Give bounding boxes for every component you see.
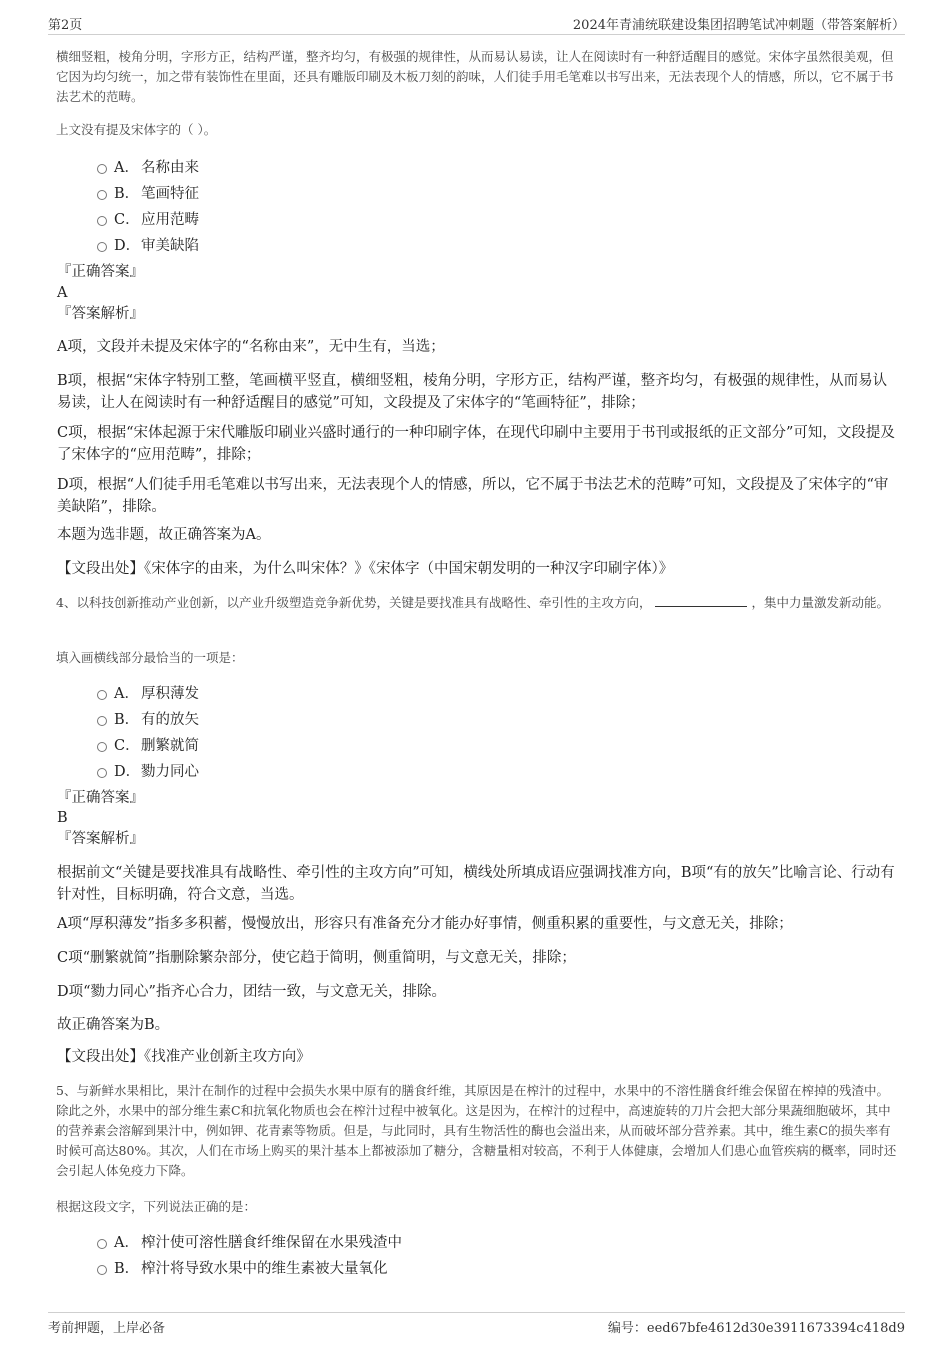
- passage-intro: 横细竖粗，棱角分明，字形方正，结构严谨，整齐均匀，有极强的规律性，从而易认易读，让人在阅读时有一种舒适醒目的感觉。宋体字虽然很美观，但它因为均匀统一，加之带有装饰性在里面，还具有雕版印刷及木板刀刻的韵味，人们徒手用毛笔难以书写出来，无法表现个人的情感，所以，它不属于书法艺术的范畴。: [56, 49, 894, 104]
- radio-icon[interactable]: [97, 768, 107, 778]
- document-title: 2024年青浦统联建设集团招聘笔试冲刺题（带答案解析）: [572, 18, 905, 33]
- q3-analysis-a: A项，文段并未提及宋体字的“名称由来”，无中生有，当选；: [57, 339, 445, 355]
- q3-source: 【文段出处】《宋体字的由来，为什么叫宋体？》《宋体字（中国宋朝发明的一种汉字印刷字体）》: [57, 561, 674, 577]
- q3-conclusion: 本题为选非题，故正确答案为A。: [57, 527, 271, 543]
- answer-blank: [655, 594, 747, 607]
- q4-answer: B: [57, 810, 68, 826]
- q5-prompt: 根据这段文字，下列说法正确的是：: [56, 1199, 257, 1214]
- q4-analysis-a: A项“厚积薄发”指多多积蓄，慢慢放出，形容只有准备充分才能办好事情，侧重积累的重要性，与文意无关，排除；: [57, 916, 793, 932]
- radio-icon[interactable]: [97, 242, 107, 252]
- page-number: 第2页: [48, 18, 83, 33]
- radio-icon[interactable]: [97, 190, 107, 200]
- radio-icon[interactable]: [97, 716, 107, 726]
- q4-source: 【文段出处】《找准产业创新主攻方向》: [57, 1049, 311, 1065]
- radio-icon[interactable]: [97, 216, 107, 226]
- q3-answer: A: [57, 285, 68, 301]
- q4-stem: 4、以科技创新推动产业创新，以产业升级塑造竞争新优势，关键是要找准具有战略性、牵引性的主攻方向， ，集中力量激发新动能。: [56, 595, 889, 610]
- q3-analysis-d: D项，根据“人们徒手用毛笔难以书写出来，无法表现个人的情感，所以，它不属于书法艺术的范畴”可知，文段提及了宋体字的“审美缺陷”，排除。: [57, 477, 889, 515]
- q4-analysis-label: 『答案解析』: [57, 831, 144, 847]
- radio-icon[interactable]: [97, 164, 107, 174]
- radio-icon[interactable]: [97, 690, 107, 700]
- q4-analysis-d: D项“勠力同心”指齐心合力，团结一致，与文意无关，排除。: [57, 984, 446, 1000]
- q4-analysis-c: C项“删繁就简”指删除繁杂部分，使它趋于简明，侧重简明，与文意无关，排除；: [57, 950, 576, 966]
- q3-prompt: 上文没有提及宋体字的（ ）。: [56, 122, 217, 137]
- q3-answer-label: 『正确答案』: [57, 264, 144, 280]
- radio-icon[interactable]: [97, 1239, 107, 1249]
- page-header: [48, 12, 905, 35]
- document-code: 编号：eed67bfe4612d30e3911673394c418d9: [607, 1321, 905, 1336]
- q4-answer-label: 『正确答案』: [57, 790, 144, 806]
- footer-slogan: 考前押题，上岸必备: [48, 1321, 166, 1336]
- q4-conclusion: 故正确答案为B。: [57, 1017, 170, 1033]
- q5-stem: 5、与新鲜水果相比，果汁在制作的过程中会损失水果中原有的膳食纤维，其原因是在榨汁的过程中，水果中的不溶性膳食纤维会保留在榨掉的残渣中。除此之外，水果中的部分维生素C和抗氧化物质也会在榨汁过程中被氧化。这是因为，在榨汁的过程中，高速旋转的刀片会把大部分果蔬细胞破坏，其中的营养素会溶解到果汁中，例如钾、花青素等物质。但是，与此同时，具有生物活性的酶也会溢出来，从而破坏部分营养素。其中，维生素C的损失率有时候可高达80%。其次，人们在市场上购买的果汁基本上都被添加了糖分，含糖量相对较高，不利于人体健康，会增加人们患心血管疾病的概率，同时还会引起人体免疫力下降。: [56, 1083, 897, 1178]
- page-footer: [48, 1312, 905, 1337]
- q4-prompt: 填入画横线部分最恰当的一项是：: [56, 650, 244, 665]
- q4-analysis-main: 根据前文“关键是要找准具有战略性、牵引性的主攻方向”可知，横线处所填成语应强调找准方向，B项“有的放矢”比喻言论、行动有针对性，目标明确，符合文意，当选。: [57, 865, 895, 903]
- radio-icon[interactable]: [97, 1265, 107, 1275]
- q3-analysis-label: 『答案解析』: [57, 306, 144, 322]
- q3-analysis-b: B项，根据“宋体字特别工整，笔画横平竖直，横细竖粗，棱角分明，字形方正，结构严谨，整齐均匀，有极强的规律性，从而易认易读，让人在阅读时有一种舒适醒目的感觉”可知，文段提及了宋体字的“笔画特征”，排除；: [57, 373, 888, 411]
- radio-icon[interactable]: [97, 742, 107, 752]
- q3-analysis-c: C项，根据“宋体起源于宋代雕版印刷业兴盛时通行的一种印刷字体，在现代印刷中主要用于书刊或报纸的正文部分”可知，文段提及了宋体字的“应用范畴”，排除；: [57, 425, 895, 463]
